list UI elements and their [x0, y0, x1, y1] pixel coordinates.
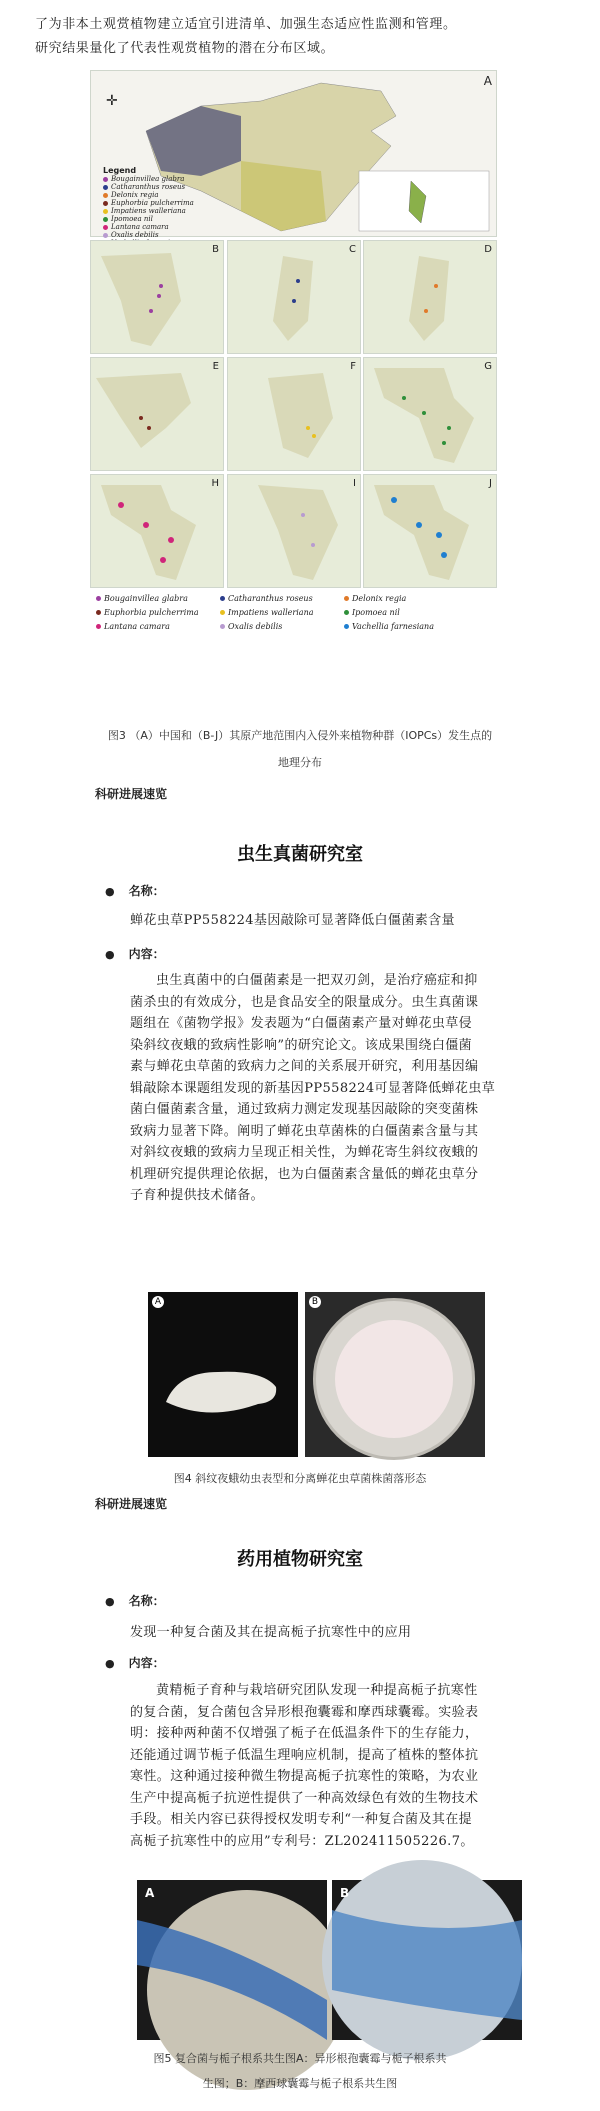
figure-5-caption-line-2: 生图；B：摩西球囊霉与栀子根系共生图 [202, 2077, 398, 2090]
panel-label-h: H [211, 478, 219, 489]
species-legend-item: Vachellia farnesiana [344, 620, 468, 632]
species-legend [90, 592, 495, 632]
content-line: 素与蝉花虫草菌的致病力之间的关系展开研究，利用基因编 [130, 1059, 479, 1074]
content-line: 黄精栀子育种与栽培研究团队发现一种提高栀子抗寒性 [156, 1683, 478, 1698]
content-line: 还能通过调节栀子低温生理响应机制，提高了植株的整体抗 [130, 1747, 479, 1763]
legend-dot-icon [96, 624, 101, 629]
figure-5-caption-line-1: 图5 复合菌与栀子根系共生图A：异形根孢囊霉与栀子根系共 [153, 2052, 447, 2065]
legend-dot-icon [344, 610, 349, 615]
map-legend-item: Catharanthus roseus [103, 183, 194, 191]
content-line: 生产中提高栀子抗逆性提供了一种高效绿色有效的生物技术 [130, 1790, 479, 1806]
map-panel-i [227, 474, 361, 588]
panel-label-b: B [212, 244, 219, 255]
map-panel-h [90, 474, 224, 588]
content-line: 子育种提供技术储备。 [130, 1188, 265, 1203]
map-legend-item: Oxalis debilis [103, 231, 194, 239]
map-panel-j [363, 474, 497, 588]
legend-dot-icon [344, 596, 349, 601]
map-panel-e [90, 357, 224, 471]
content-line: 菌杀虫的有效成分，也是食品安全的限量成分。虫生真菌课 [130, 994, 479, 1010]
content-line: 染斜纹夜蛾的致病性影响”的研究论文。该成果围绕白僵菌 [130, 1037, 473, 1053]
panel-label-e: E [212, 361, 219, 372]
legend-dot-icon [103, 193, 108, 198]
intro-line-2: 研究结果量化了代表性观赏植物的潜在分布区域。 [35, 41, 335, 56]
photo-label-b: B [309, 1296, 321, 1308]
panel-label-j: J [489, 478, 492, 489]
panel-label-c: C [349, 244, 356, 255]
species-legend-item: Catharanthus roseus [220, 592, 344, 604]
panel-label-d: D [484, 244, 492, 255]
content-line: 辑敲除本课题组发现的新基因PP558224可显著降低蝉花虫草 [130, 1080, 496, 1096]
species-legend-item: Euphorbia pulcherrima [96, 606, 220, 618]
species-legend-item: Impatiens walleriana [220, 606, 344, 618]
legend-dot-icon [220, 610, 225, 615]
larva-photo [148, 1292, 298, 1457]
content-line: 明：接种两种菌不仅增强了栀子在低温条件下的生存能力， [130, 1726, 479, 1741]
legend-dot-icon [103, 233, 108, 238]
content-line: 手段。相关内容已获得授权发明专利“一种复合菌及其在提 [130, 1812, 473, 1827]
legend-dot-icon [103, 209, 108, 214]
panel-label-f: F [350, 361, 356, 372]
legend-dot-icon [96, 596, 101, 601]
species-legend-item: Ipomoea nil [344, 606, 468, 618]
colony-photo [305, 1292, 485, 1457]
legend-dot-icon [103, 185, 108, 190]
content-body [130, 1680, 550, 1852]
map-legend-item: Delonix regia [103, 191, 194, 199]
legend-dot-icon [344, 624, 349, 629]
panel-label-a: A [483, 74, 492, 88]
map-legend-item: Euphorbia pulcherrima [103, 199, 194, 207]
legend-dot-icon [103, 201, 108, 206]
legend-dot-icon [103, 177, 108, 182]
species-legend-item: Oxalis debilis [220, 620, 344, 632]
map-panel-g [363, 357, 497, 471]
figure-3-caption-line-2: 地理分布 [278, 756, 322, 769]
microscopy-photo-b [332, 1880, 522, 2040]
content-line: 机理研究提供理论依据，也为白僵菌素含量低的蝉花虫草分 [130, 1166, 479, 1182]
section-kicker: 科研进展速览 [95, 1497, 168, 1511]
section-title: 药用植物研究室 [237, 1549, 363, 1570]
larva-shape [148, 1292, 298, 1457]
content-line: 对斜纹夜蛾的致病力呈现正相关性，为蝉花寄生斜纹夜蛾的 [130, 1145, 479, 1160]
name-label: ● 名称： [105, 1592, 165, 1609]
content-line: 致病力显著下降。阐明了蝉花虫草菌株的白僵菌素含量与其 [130, 1123, 479, 1139]
intro-line-1: 了为非本土观赏植物建立适宜引进清单、加强生态适应性监测和管理。 [35, 17, 457, 32]
content-line: 寒性。这种通过接种微生物提高栀子抗寒性的策略，为农业 [130, 1769, 479, 1784]
content-line: 虫生真菌中的白僵菌素是一把双刃剑，是治疗癌症和抑 [156, 973, 478, 988]
figure-3-caption-line-1: 图3 （A）中国和（B-J）其原产地范围内入侵外来植物种群（IOPCs）发生点的 [107, 729, 493, 742]
section-kicker: 科研进展速览 [95, 787, 168, 801]
species-legend-item: Bougainvillea glabra [96, 592, 220, 604]
name-value: 蝉花虫草PP558224基因敲除可显著降低白僵菌素含量 [130, 913, 455, 928]
content-line: 菌白僵菌素含量，通过致病力测定发现基因敲除的突变菌株 [130, 1102, 479, 1117]
figure-3-maps [90, 70, 495, 740]
figure-4-caption: 图4 斜纹夜蛾幼虫表型和分离蝉花虫草菌株菌落形态 [173, 1472, 427, 1485]
legend-dot-icon [103, 225, 108, 230]
fungal-colony [335, 1320, 453, 1438]
photo-label-a: A [152, 1296, 164, 1308]
legend-dot-icon [220, 596, 225, 601]
name-label: ● 名称： [105, 882, 165, 899]
species-legend-item: Delonix regia [344, 592, 468, 604]
north-arrow-icon: ✛ [106, 93, 118, 109]
map-panel-b [90, 240, 224, 354]
map-panel-a [90, 70, 497, 237]
section-title: 虫生真菌研究室 [237, 844, 363, 865]
root-stain-shape [137, 1880, 327, 2040]
map-legend-item: Impatiens walleriana [103, 207, 194, 215]
content-label: ● 内容： [105, 1654, 165, 1671]
legend-dot-icon [220, 624, 225, 629]
content-label: ● 内容： [105, 945, 165, 962]
content-line: 题组在《菌物学报》发表题为“白僵菌素产量对蝉花虫草侵 [130, 1016, 473, 1031]
root-stain-shape [332, 1880, 522, 2040]
map-legend-item: Lantana camara [103, 223, 194, 231]
map-legend-title: Legend [103, 166, 137, 175]
legend-dot-icon [96, 610, 101, 615]
content-line: 高栀子抗寒性中的应用”专利号：ZL202411505226.7。 [130, 1833, 474, 1849]
content-body [130, 970, 550, 1207]
photo-label-a: A [145, 1886, 155, 1900]
map-panel-d [363, 240, 497, 354]
legend-dot-icon [103, 217, 108, 222]
map-panel-f [227, 357, 361, 471]
map-legend-item: Ipomoea nil [103, 215, 194, 223]
species-legend-item: Lantana camara [96, 620, 220, 632]
photo-label-b: B [340, 1886, 350, 1900]
panel-label-i: I [353, 478, 356, 489]
map-legend-item: Bougainvillea glabra [103, 175, 194, 183]
panel-label-g: G [484, 361, 492, 372]
map-panel-c [227, 240, 361, 354]
microscopy-photo-a [137, 1880, 327, 2040]
content-line: 的复合菌，复合菌包含异形根孢囊霉和摩西球囊霉。实验表 [130, 1704, 479, 1720]
name-value: 发现一种复合菌及其在提高栀子抗寒性中的应用 [130, 1625, 412, 1640]
map-legend [103, 166, 194, 247]
